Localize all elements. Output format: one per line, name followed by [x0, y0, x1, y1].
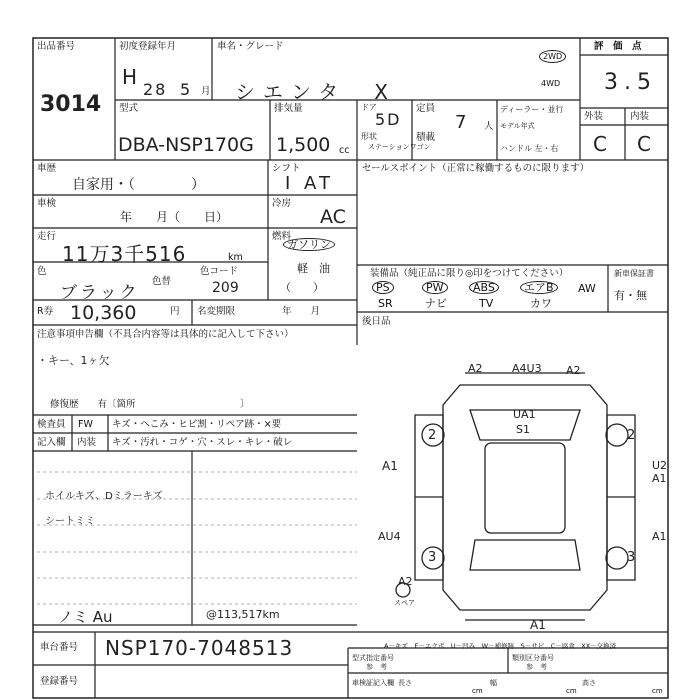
mileage-value: 11万3千516 — [62, 242, 187, 266]
shift-value: I AT — [285, 173, 334, 194]
shape-label: 形状 — [361, 132, 377, 141]
inspection-label: 車検 — [37, 198, 57, 209]
length-unit: cm — [472, 687, 483, 695]
model-name: シエンタ X — [235, 80, 396, 104]
equip-pw: PW — [422, 281, 448, 294]
ac-label: 冷房 — [272, 198, 292, 209]
note-lines — [37, 452, 357, 622]
height-unit: cm — [652, 687, 663, 695]
reg-label: 登録番号 — [40, 676, 79, 687]
type-spec-ref: 参 考 — [366, 663, 387, 671]
mark-a1-right: A1 — [652, 472, 667, 485]
class-ref: 参 考 — [526, 663, 547, 671]
handwritten-1: ホイルキズ、Dミラーキズ — [45, 491, 163, 502]
r-label: R券 — [37, 306, 54, 317]
warranty-value: 有・無 — [614, 289, 647, 302]
footer-note: ノミ Au — [58, 608, 113, 626]
drive-4wd: 4WD — [541, 79, 561, 88]
handwritten-2: シートミミ — [45, 516, 95, 527]
first-reg-label: 初度登録年月 — [119, 41, 177, 52]
first-reg-month: 5 — [180, 80, 193, 99]
interior-value: C — [637, 132, 653, 156]
equip-airbag: エアB — [520, 281, 558, 294]
code-row2-head: 内装 — [77, 437, 97, 448]
first-reg-month-unit: 月 — [201, 86, 211, 97]
notes-label: 注意事項申告欄（不具合内容等は具体的に記入して下さい） — [37, 329, 294, 340]
mileage-label: 走行 — [37, 231, 57, 242]
exterior-value: C — [593, 132, 609, 156]
inspector-label: 検査員 — [37, 419, 66, 430]
spare-label: スペア — [394, 599, 415, 607]
type-spec-label: 型式指定番号 — [352, 654, 394, 662]
fuel-blank: （ ） — [280, 281, 324, 294]
first-reg-era: H — [122, 65, 140, 89]
history-label: 車歴 — [37, 163, 57, 174]
equip-leather: カワ — [530, 297, 552, 310]
capacity-value: 7 — [455, 112, 469, 133]
lot-label: 出品番号 — [37, 41, 76, 52]
footer-mileage: @113,517km — [206, 608, 280, 621]
mark-u2-right: U2 — [652, 459, 668, 472]
equip-ps: PS — [372, 281, 394, 294]
color-value: ブラック — [60, 283, 140, 303]
chassis-value: NSP170-7048513 — [105, 636, 294, 660]
mark-a1-left: A1 — [382, 459, 398, 473]
history-value: 自家用・（ ） — [72, 177, 205, 193]
equipment-label: 装備品（純正品に限り◎印をつけてください） — [370, 268, 569, 279]
width-label: 幅 — [490, 679, 497, 687]
equip-tv: TV — [479, 297, 494, 310]
capacity-unit: 人 — [484, 121, 494, 132]
r-value: 10,360 — [70, 302, 137, 324]
grade-value: 3.5 — [604, 70, 657, 95]
displacement-unit: cc — [339, 145, 350, 156]
code-row1-body: キズ・へこみ・ヒビ割・リペア跡・×要 — [112, 419, 282, 430]
equip-aw: AW — [578, 282, 596, 295]
car-diagram — [375, 365, 675, 625]
code-row1-head: FW — [78, 419, 93, 430]
ac-value: AC — [320, 206, 346, 228]
length-label: 長さ — [398, 679, 412, 687]
name-change-label: 名変期限 — [197, 306, 236, 317]
color-label: 色 — [37, 266, 47, 277]
displacement-label: 排気量 — [274, 103, 303, 114]
chassis-label: 車台番号 — [40, 642, 79, 653]
fuel-option: 軽 油 — [297, 262, 330, 275]
handle-label: ハンドル 左・右 — [500, 144, 559, 153]
type-value: DBA-NSP170G — [118, 134, 254, 156]
shift-label: シフト — [272, 163, 301, 174]
model-year-label: モデル年式 — [500, 122, 535, 130]
exterior-label: 外装 — [584, 111, 604, 122]
notes-value: ・キー、1ヶ欠 — [37, 354, 110, 367]
equip-navi: ナビ — [425, 297, 447, 310]
capacity-label: 定員 — [416, 103, 436, 114]
mark-3-right: 3 — [627, 550, 636, 565]
width-unit: cm — [566, 687, 577, 695]
mark-2-left: 2 — [428, 428, 437, 443]
grade-label: 評 価 点 — [594, 41, 642, 52]
dealer-label: ディーラー・並行 — [500, 105, 564, 114]
displacement-value: 1,500 — [276, 134, 331, 156]
mark-s1: S1 — [516, 423, 530, 436]
mark-ua1: UA1 — [513, 408, 536, 421]
class-label: 類別区分番号 — [512, 654, 554, 662]
lot-number: 3014 — [40, 92, 102, 117]
shape-value: ステーションワゴン — [368, 143, 431, 151]
equip-abs: ABS — [469, 281, 499, 294]
load-label: 積載 — [416, 132, 436, 143]
doors-label: ドア — [361, 103, 377, 112]
mark-2-right: 2 — [627, 428, 636, 443]
repair-label: 修復歴 有〔箇所 〕 — [50, 399, 250, 410]
model-name-label: 車名・グレード — [217, 41, 284, 52]
mark-3-left: 3 — [428, 550, 437, 565]
diagram-legend: A－キズ E－エクボ U－凹み W－補修跡 S－サビ C－腐食 XX－交換済 — [384, 642, 617, 650]
mark-a4u3: A4U3 — [512, 362, 542, 375]
mark-a2-spare: A2 — [398, 575, 413, 588]
color-code-label: 色コード — [200, 266, 239, 277]
r-unit: 円 — [170, 306, 180, 317]
code-row2-body: キズ・汚れ・コゲ・穴・スレ・キレ・破レ — [112, 437, 293, 448]
inspection-value: 年 月（ 日） — [120, 210, 229, 224]
warranty-label: 新車保証書 — [614, 269, 654, 278]
back-seat-label: 後日品 — [362, 316, 391, 327]
interior-label: 内装 — [630, 111, 650, 122]
height-label: 高さ — [582, 679, 596, 687]
dims-label: 車検証記入欄 — [352, 679, 394, 687]
mark-a2-front-left: A2 — [468, 362, 483, 375]
mileage-unit: km — [228, 252, 243, 263]
doors-value: 5D — [375, 110, 402, 129]
first-reg-year: 28 — [143, 80, 168, 99]
record-label: 記入欄 — [37, 437, 66, 448]
equip-sr: SR — [378, 297, 393, 310]
mark-au4: AU4 — [378, 530, 401, 543]
color-code-value: 209 — [212, 280, 239, 296]
name-change-value: 年 月 — [282, 306, 321, 317]
type-label: 型式 — [119, 103, 139, 114]
sales-point-label: セールスポイント（正常に稼働するものに限ります） — [362, 163, 590, 174]
fuel-label: 燃料 — [272, 231, 292, 242]
mark-a1-rear-right: A1 — [652, 530, 667, 543]
drive-2wd: 2WD — [539, 50, 566, 63]
fuel-value: ガソリン — [283, 238, 335, 251]
color-change-label: 色替 — [152, 276, 172, 287]
mark-a1-rear: A1 — [530, 618, 546, 632]
mark-a2-front-right: A2 — [566, 364, 581, 377]
